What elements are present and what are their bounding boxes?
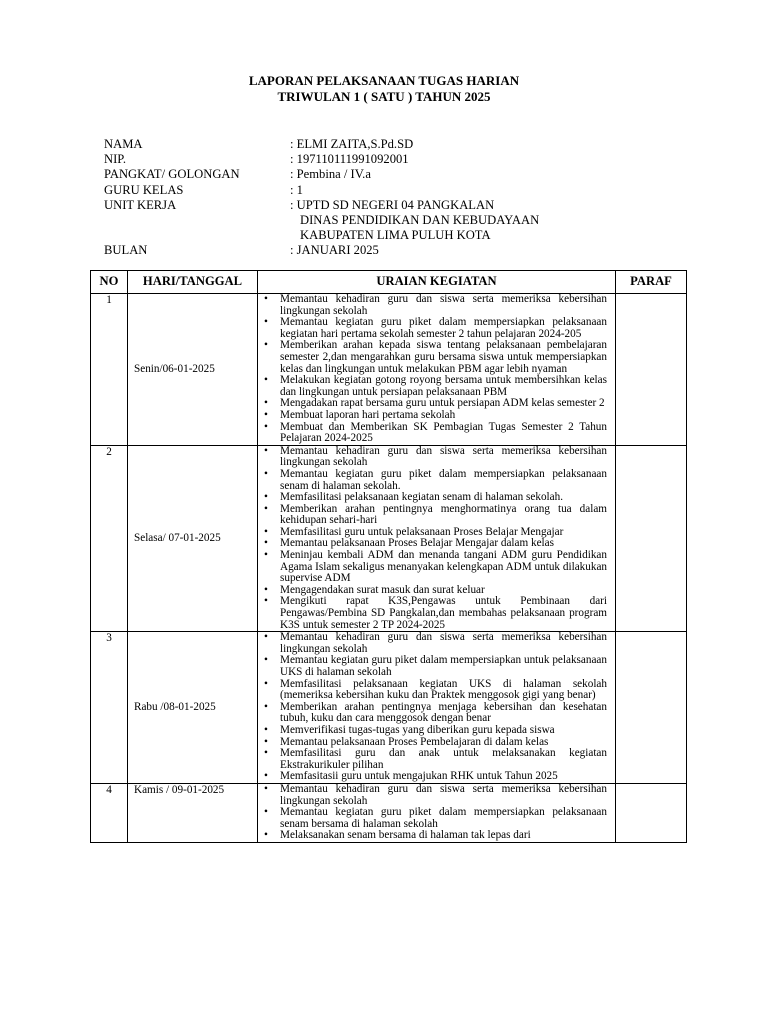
activity-item: • Memfasitasii guru untuk mengajukan RHK untuk Tahun 2025 [258, 771, 607, 783]
row-paraf-cell [616, 632, 687, 784]
activity-list [258, 784, 607, 842]
activity-item: • Memantau kegiatan guru piket dalam mempersiapkan pelaksanaan senam di halaman sekolah. [258, 469, 607, 492]
info-row-unit-kerja [104, 198, 539, 213]
pangkat-label: PANGKAT/ GOLONGAN [104, 167, 240, 182]
activity-item: • Memantau kegiatan guru piket dalam mempersiapkan pelaksanaan kegiatan hari pertama sekolah semester 2 tahun pelajaran 2024-205 [258, 317, 607, 340]
activity-item: • Melakukan kegiatan gotong royong bersama untuk membersihkan kelas dan lingkungan untuk persiapan pelaksanaan PBM [258, 375, 607, 398]
col-header-no: NO [91, 271, 128, 294]
row-number: 4 [91, 783, 128, 842]
activity-item: • Memantau pelaksanaan Proses Pembelajaran di dalam kelas [258, 737, 607, 749]
activity-item: • Memfasilitasi guru untuk pelaksanaan Proses Belajar Mengajar [258, 527, 607, 539]
activity-list [258, 294, 607, 445]
row-day-date: Senin/06-01-2025 [128, 294, 258, 446]
row-paraf-cell [616, 294, 687, 446]
table-body [91, 294, 687, 843]
identity-block [104, 137, 539, 259]
bulan-label: BULAN [104, 243, 148, 258]
col-header-hari-tanggal: HARI/TANGGAL [128, 271, 258, 294]
table-row [91, 294, 687, 446]
activity-item: • Memfasilitasi pelaksanaan kegiatan UKS di halaman sekolah (memeriksa kebersihan kuku dan Praktek menggosok gigi yang benar) [258, 679, 607, 702]
table-row [91, 632, 687, 784]
info-row-bulan [104, 243, 539, 258]
unit-kerja-label: UNIT KERJA [104, 197, 177, 212]
unit-kerja-value: : UPTD SD NEGERI 04 PANGKALAN [290, 197, 495, 212]
activity-item: • Memberikan arahan pentingnya menghormatinya orang tua dalam kehidupan sehari-hari [258, 504, 607, 527]
info-row-pangkat [104, 167, 539, 182]
row-paraf-cell [616, 445, 687, 632]
unit-kerja-line3: KABUPATEN LIMA PULUH KOTA [300, 228, 491, 243]
nama-value: : ELMI ZAITA,S.Pd.SD [290, 137, 414, 151]
row-activity-list-cell [258, 632, 616, 784]
row-paraf-cell [616, 783, 687, 842]
activity-item: • Mengikuti rapat K3S,Pengawas untuk Pembinaan dari Pengawas/Pembina SD Pangkalan,dan membahas pelaksanaan program K3S untuk semester 2 TP 2024-2025 [258, 596, 607, 631]
row-number: 1 [91, 294, 128, 446]
activity-item: • Memantau kegiatan guru piket dalam mempersiapkan untuk pelaksanaan UKS di halaman sekolah [258, 655, 607, 678]
activity-item: • Memfasilitasi guru dan anak untuk melaksanakan kegiatan Ekstrakurikuler pilihan [258, 748, 607, 771]
activity-table [90, 270, 687, 843]
activity-item: • Mengagendakan surat masuk dan surat keluar [258, 585, 607, 597]
activity-item: • Membuat laporan hari pertama sekolah [258, 410, 607, 422]
report-title: LAPORAN PELAKSANAAN TUGAS HARIAN [248, 73, 520, 88]
unit-kerja-line2: DINAS PENDIDIKAN DAN KEBUDAYAAN [300, 213, 540, 228]
activity-item: • Membuat dan Memberikan SK Pembagian Tugas Semester 2 Tahun Pelajaran 2024-2025 [258, 422, 607, 445]
activity-item: • Memantau kegiatan guru piket dalam mempersiapkan pelaksanaan senam bersama di halaman sekolah [258, 807, 607, 830]
info-row-guru-kelas [104, 183, 539, 198]
activity-list [258, 632, 607, 783]
activity-item: • Memantau kehadiran guru dan siswa serta memeriksa kebersihan lingkungan sekolah [258, 632, 607, 655]
activity-item: • Memverifikasi tugas-tugas yang diberikan guru kepada siswa [258, 725, 607, 737]
activity-item: • Memfasilitasi pelaksanaan kegiatan senam di halaman sekolah. [258, 492, 607, 504]
activity-item: • Memantau kehadiran guru dan siswa serta memeriksa kebersihan lingkungan sekolah [258, 784, 607, 807]
row-activity-list-cell [258, 445, 616, 632]
nip-label: NIP. [104, 152, 127, 167]
info-row-nama [104, 137, 539, 152]
guru-kelas-value: : 1 [290, 182, 303, 197]
activity-item: • Meninjau kembali ADM dan menanda tangani ADM guru Pendidikan Agama Islam sekaligus menanyakan kelengkapan ADM untuk dilakukan supervise ADM [258, 550, 607, 585]
row-activity-list-cell [258, 783, 616, 842]
activity-item: • Memberikan arahan pentingnya menjaga kebersihan dan kesehatan tubuh, kuku dan cara menggosok dengan benar [258, 702, 607, 725]
pangkat-value: : Pembina / IV.a [290, 167, 371, 182]
activity-item: • Memantau kehadiran guru dan siswa serta memeriksa kebersihan lingkungan sekolah [258, 446, 607, 469]
activity-item: • Melaksanakan senam bersama di halaman tak lepas dari [258, 830, 607, 842]
activity-item: • Mengadakan rapat bersama guru untuk persiapan ADM kelas semester 2 [258, 398, 607, 410]
row-number: 2 [91, 445, 128, 632]
activity-item: • Memantau kehadiran guru dan siswa serta memeriksa kebersihan lingkungan sekolah [258, 294, 607, 317]
nama-label: NAMA [104, 137, 143, 151]
table-header-row [91, 271, 687, 294]
col-header-paraf: PARAF [616, 271, 687, 294]
bulan-value: : JANUARI 2025 [290, 243, 379, 258]
guru-kelas-label: GURU KELAS [104, 182, 184, 197]
info-row-nip [104, 152, 539, 167]
activity-item: • Memantau pelaksanaan Proses Belajar Mengajar dalam kelas [258, 538, 607, 550]
nip-value: : 197110111991092001 [290, 152, 409, 167]
row-day-date: Kamis / 09-01-2025 [128, 783, 258, 842]
activity-item: • Memberikan arahan kepada siswa tentang pelaksanaan pembelajaran semester 2,dan mengarahkan guru bersama siswa untuk mempersiapkan kelas dan lingkungan untuk melakukan PBM agar lebih nyaman [258, 340, 607, 375]
row-number: 3 [91, 632, 128, 784]
table-row [91, 445, 687, 632]
row-activity-list-cell [258, 294, 616, 446]
activity-list [258, 446, 607, 632]
col-header-uraian-kegiatan: URAIAN KEGIATAN [258, 271, 616, 294]
report-subtitle: TRIWULAN 1 ( SATU ) TAHUN 2025 [277, 89, 491, 104]
row-day-date: Rabu /08-01-2025 [128, 632, 258, 784]
row-day-date: Selasa/ 07-01-2025 [128, 445, 258, 632]
table-row [91, 783, 687, 842]
